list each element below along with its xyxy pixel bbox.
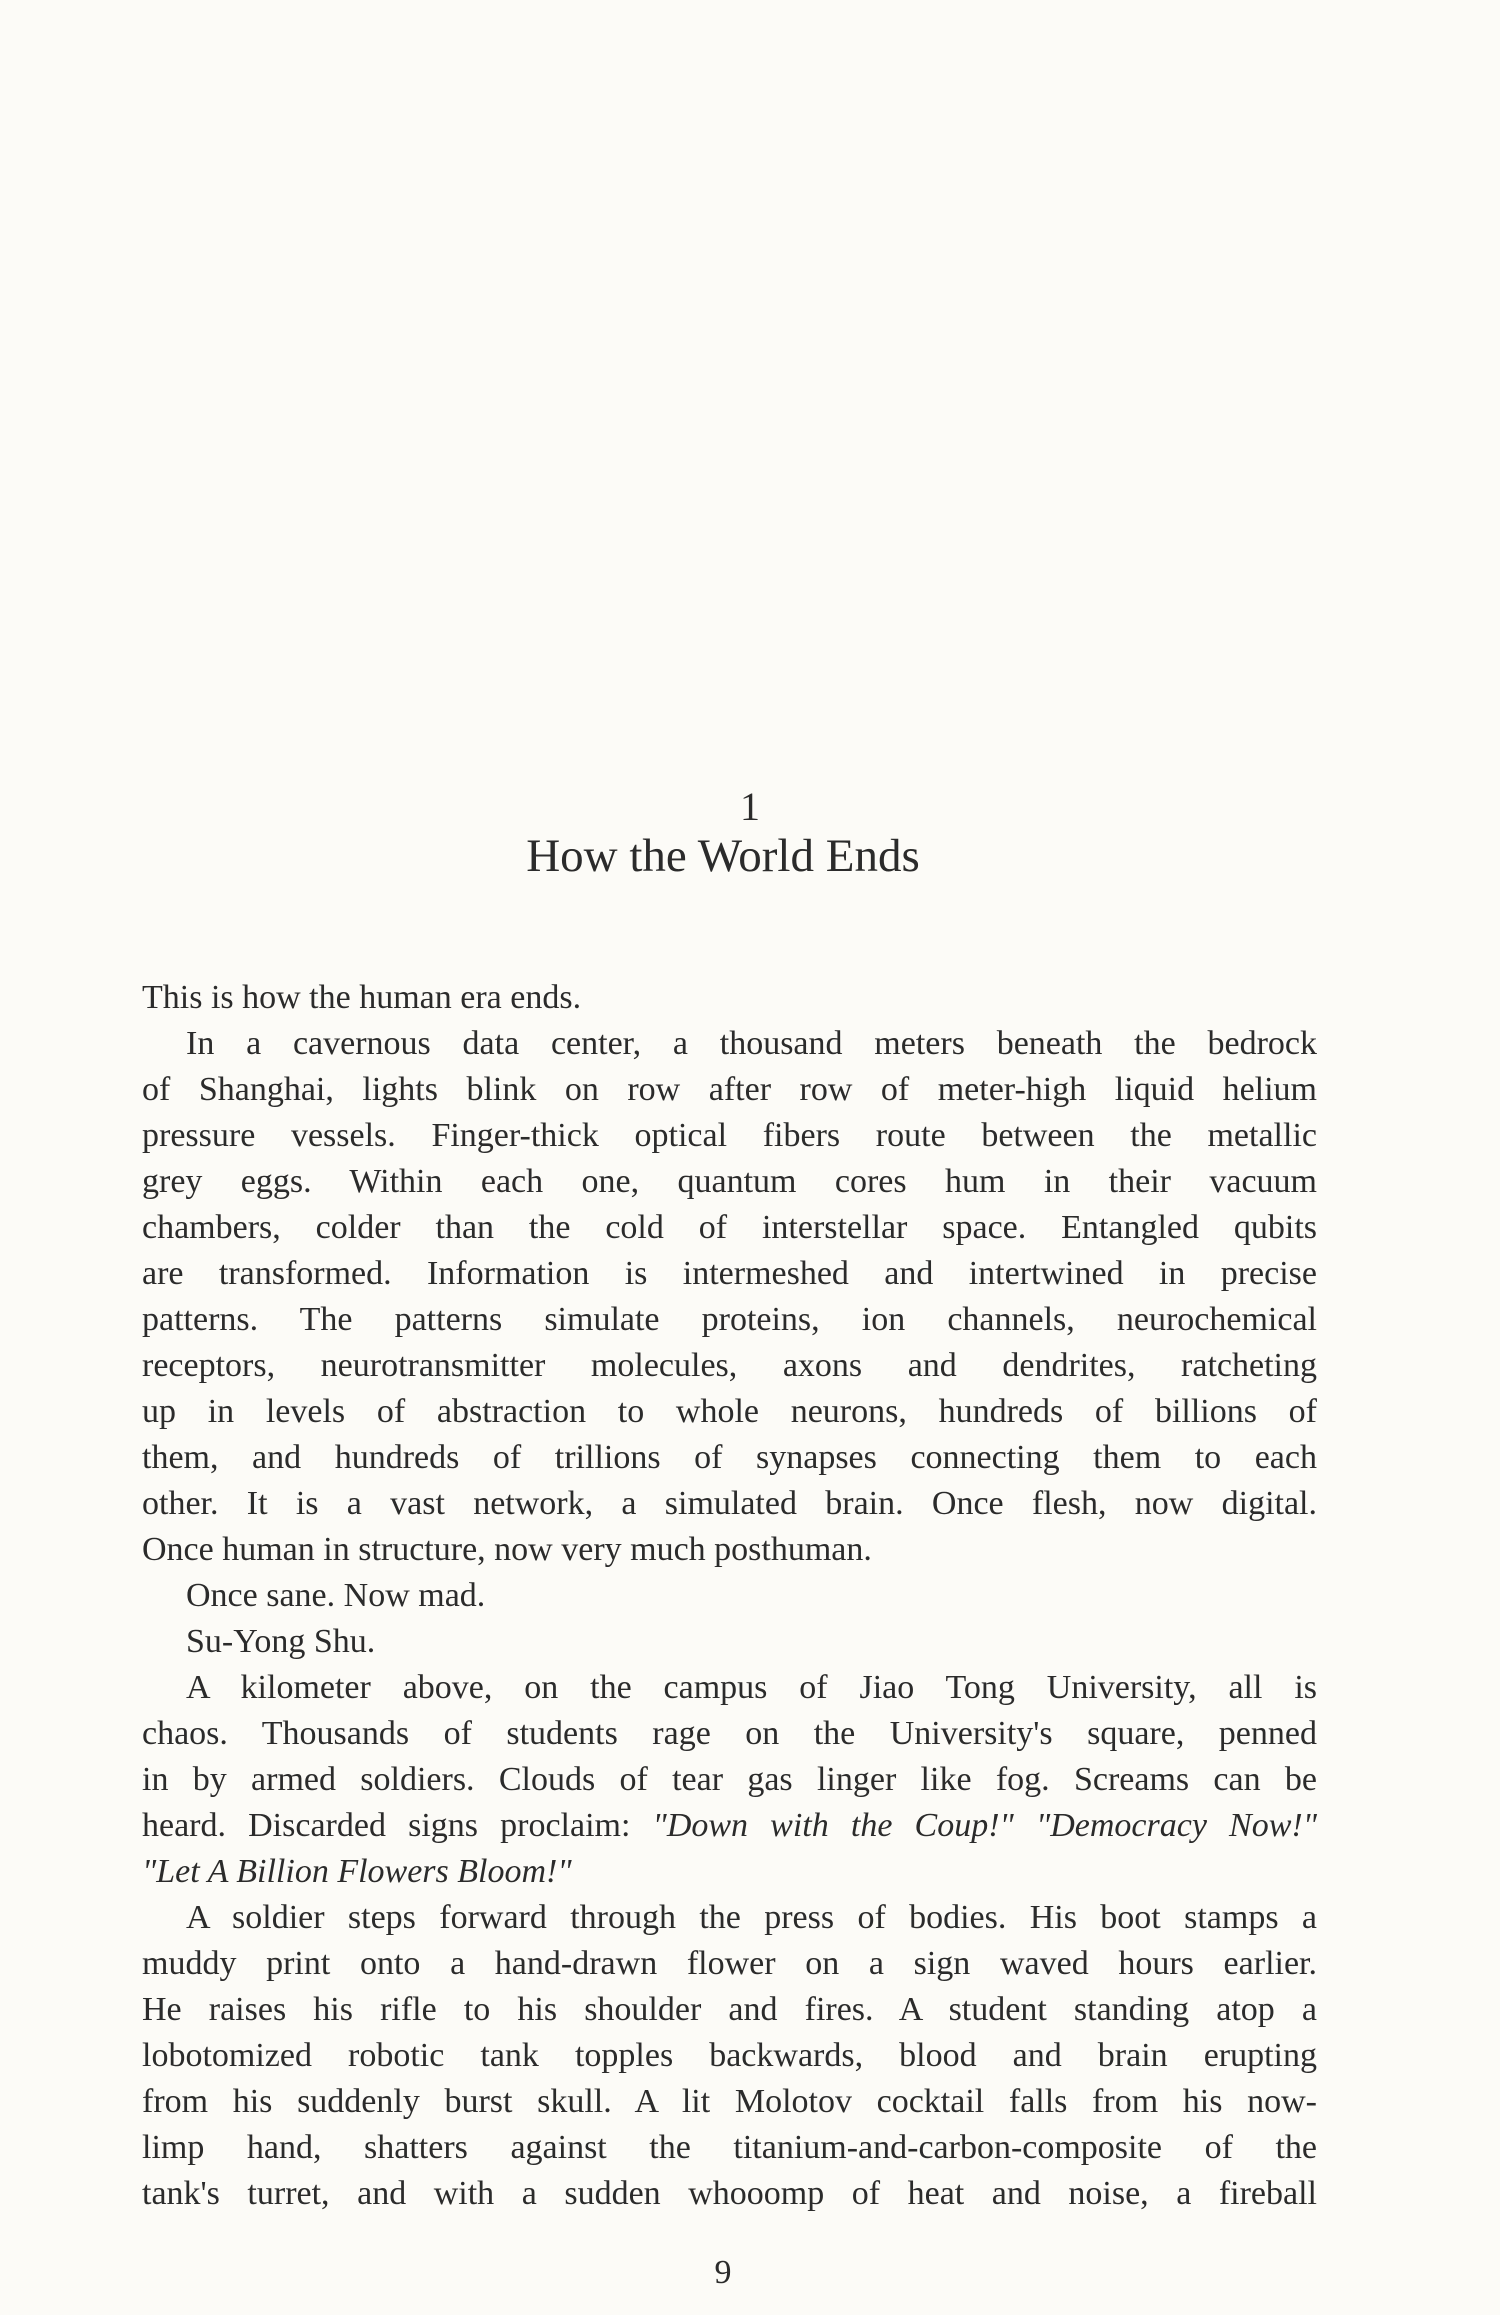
text-line-roman: Su-Yong Shu. xyxy=(186,1623,376,1660)
text-line xyxy=(142,1159,1317,1205)
text-line-roman: receptors, neurotransmitter molecules, axons and dendrites, ratcheting xyxy=(142,1347,1317,1384)
text-line xyxy=(142,2125,1317,2171)
chapter-number: 1 xyxy=(740,784,760,829)
text-line-roman: pressure vessels. Finger-thick optical fibers route between the metallic xyxy=(142,1117,1317,1154)
text-line-roman: Once sane. Now mad. xyxy=(186,1577,486,1614)
text-line-roman: of Shanghai, lights blink on row after row of meter-high liquid helium xyxy=(142,1071,1317,1108)
text-line-roman: A kilometer above, on the campus of Jiao Tong University, all is xyxy=(186,1669,1317,1706)
text-line xyxy=(142,1941,1317,1987)
text-line-roman: chambers, colder than the cold of interstellar space. Entangled qubits xyxy=(142,1209,1317,1246)
chapter-title: How the World Ends xyxy=(526,830,920,882)
text-line-roman: limp hand, shatters against the titanium-and-carbon-composite of the xyxy=(142,2129,1317,2166)
text-line xyxy=(142,1297,1317,1343)
text-line-roman: other. It is a vast network, a simulated brain. Once flesh, now digital. xyxy=(142,1485,1317,1522)
text-line-roman: In a cavernous data center, a thousand meters beneath the bedrock xyxy=(186,1025,1317,1062)
text-line xyxy=(142,1665,1317,1711)
text-line-roman: are transformed. Information is intermeshed and intertwined in precise xyxy=(142,1255,1317,1292)
text-line xyxy=(142,975,1317,1021)
text-line xyxy=(142,1389,1317,1435)
page-number: 9 xyxy=(714,2254,732,2291)
text-line-italic: "Down with the Coup!" "Democracy Now!" xyxy=(652,1807,1318,1844)
text-line-roman: He raises his rifle to his shoulder and fires. A student standing atop a xyxy=(142,1991,1317,2028)
text-line xyxy=(142,1527,1317,1573)
text-line-roman: them, and hundreds of trillions of synapses connecting them to each xyxy=(142,1439,1317,1476)
text-line xyxy=(142,1435,1317,1481)
text-line-roman: A soldier steps forward through the press of bodies. His boot stamps a xyxy=(186,1899,1317,1936)
text-line xyxy=(142,1343,1317,1389)
text-line xyxy=(142,1205,1317,1251)
text-line-roman: This is how the human era ends. xyxy=(142,979,582,1016)
text-line xyxy=(142,1481,1317,1527)
text-line-roman: up in levels of abstraction to whole neurons, hundreds of billions of xyxy=(142,1393,1317,1430)
text-line xyxy=(142,1021,1317,1067)
text-line xyxy=(142,1849,1317,1895)
text-line xyxy=(142,1987,1317,2033)
text-line xyxy=(142,1895,1317,1941)
text-line-roman: chaos. Thousands of students rage on the University's square, penned xyxy=(142,1715,1317,1752)
text-line-roman: patterns. The patterns simulate proteins, ion channels, neurochemical xyxy=(142,1301,1317,1338)
text-line-italic: "Let A Billion Flowers Bloom!" xyxy=(142,1853,572,1890)
text-line-roman: muddy print onto a hand-drawn flower on a sign waved hours earlier. xyxy=(142,1945,1317,1982)
text-line xyxy=(142,2079,1317,2125)
text-line xyxy=(142,1573,1317,1619)
text-line xyxy=(142,1619,1317,1665)
text-line xyxy=(142,1067,1317,1113)
text-line-roman: heard. Discarded signs proclaim: xyxy=(142,1807,653,1844)
text-line xyxy=(142,1113,1317,1159)
text-line-roman: in by armed soldiers. Clouds of tear gas linger like fog. Screams can be xyxy=(142,1761,1317,1798)
text-line-roman: lobotomized robotic tank topples backwards, blood and brain erupting xyxy=(142,2037,1317,2074)
chapter-body-text xyxy=(142,975,1317,2217)
text-line xyxy=(142,1757,1317,1803)
text-line xyxy=(142,1711,1317,1757)
text-line xyxy=(142,2171,1317,2217)
text-line-roman: grey eggs. Within each one, quantum cores hum in their vacuum xyxy=(142,1163,1317,1200)
text-line-roman: from his suddenly burst skull. A lit Molotov cocktail falls from his now- xyxy=(142,2083,1317,2120)
text-line-roman: Once human in structure, now very much posthuman. xyxy=(142,1531,872,1568)
text-line xyxy=(142,2033,1317,2079)
text-line xyxy=(142,1803,1317,1849)
text-line xyxy=(142,1251,1317,1297)
text-line-roman: tank's turret, and with a sudden whooomp of heat and noise, a fireball xyxy=(142,2175,1317,2212)
